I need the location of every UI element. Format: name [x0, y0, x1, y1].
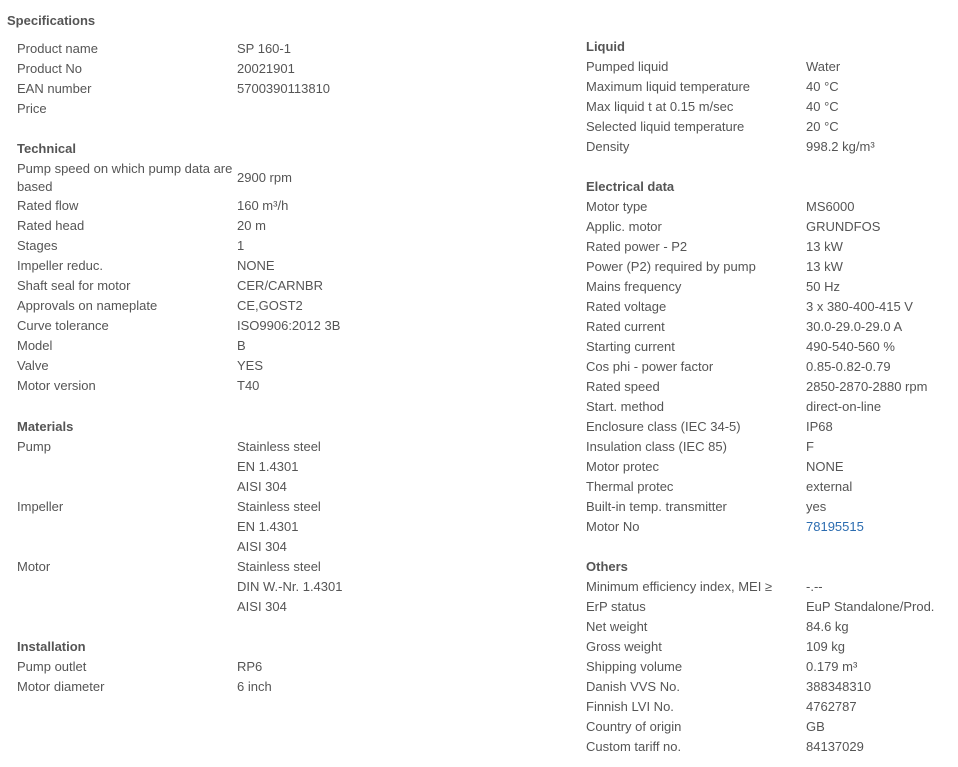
spec-values [806, 377, 956, 397]
section-electrical-data [586, 177, 956, 537]
spec-row-applic-motor [586, 217, 956, 237]
spec-values [806, 437, 956, 457]
spec-values [237, 316, 557, 336]
spec-label: EAN number [17, 81, 92, 96]
spec-value: NONE [806, 459, 844, 474]
spec-values [806, 457, 956, 477]
spec-value: yes [806, 499, 827, 514]
spec-value: B [237, 338, 246, 353]
spec-value: T40 [237, 378, 260, 393]
spec-values [237, 276, 557, 296]
spec-label: Curve tolerance [17, 318, 109, 333]
spec-row-rated-head [17, 216, 557, 236]
spec-values [237, 79, 557, 99]
spec-label: Motor No [586, 519, 640, 534]
spec-value: MS6000 [806, 199, 855, 214]
spec-value: AISI 304 [237, 479, 287, 494]
spec-values [806, 77, 956, 97]
spec-row-start-method [586, 397, 956, 417]
spec-label: Approvals on nameplate [17, 298, 158, 313]
spec-label: Mains frequency [586, 279, 682, 294]
spec-values [237, 376, 557, 396]
spec-row-curve-tolerance [17, 316, 557, 336]
spec-values [237, 336, 557, 356]
spec-label: Maximum liquid temperature [586, 79, 751, 94]
spec-value: 5700390113810 [237, 81, 331, 96]
spec-row-price [17, 99, 557, 119]
spec-value: EN 1.4301 [237, 459, 299, 474]
spec-row-impeller [17, 497, 557, 557]
spec-values [806, 737, 956, 757]
spec-values [806, 577, 956, 597]
spec-label: Enclosure class (IEC 34-5) [586, 419, 741, 434]
spec-value: 4762787 [806, 699, 857, 714]
section-others [586, 557, 956, 757]
spec-values [237, 437, 557, 497]
section-title: Others [586, 559, 628, 574]
spec-values [806, 497, 956, 517]
section-title: Technical [17, 141, 77, 156]
spec-value: Stainless steel [237, 439, 321, 454]
spec-values [806, 257, 956, 277]
spec-label: Starting current [586, 339, 675, 354]
spec-values [806, 137, 956, 157]
spec-row-motor-protec [586, 457, 956, 477]
section-materials [17, 417, 557, 617]
spec-label: Rated power - P2 [586, 239, 688, 254]
spec-label: Power (P2) required by pump [586, 259, 756, 274]
spec-value: SP 160-1 [237, 41, 291, 56]
spec-row-rated-voltage [586, 297, 956, 317]
spec-row-rated-speed [586, 377, 956, 397]
spec-label: Impeller reduc. [17, 258, 103, 273]
spec-values [806, 477, 956, 497]
spec-label: Rated current [586, 319, 665, 334]
spec-label: Rated voltage [586, 299, 667, 314]
spec-row-gross-weight [586, 637, 956, 657]
spec-label: Pump [17, 439, 51, 454]
spec-value: NONE [237, 258, 275, 273]
spec-value: EuP Standalone/Prod. [806, 599, 935, 614]
spec-values [237, 557, 557, 617]
spec-row-motor-no [586, 517, 956, 537]
spec-values [806, 57, 956, 77]
spec-value: AISI 304 [237, 539, 287, 554]
spec-label: Rated flow [17, 198, 79, 213]
spec-value: CER/CARNBR [237, 278, 323, 293]
spec-values [806, 117, 956, 137]
spec-values [237, 216, 557, 236]
spec-row-product-no [17, 59, 557, 79]
spec-label: Net weight [586, 619, 648, 634]
spec-values [237, 497, 557, 557]
spec-row-finnish-lvi-no [586, 697, 956, 717]
spec-value: 109 kg [806, 639, 846, 654]
spec-label: Model [17, 338, 53, 353]
spec-value: 13 kW [806, 239, 843, 254]
spec-label: Thermal protec [586, 479, 674, 494]
spec-value: Water [806, 59, 841, 74]
spec-value: GB [806, 719, 825, 734]
spec-value: ISO9906:2012 3B [237, 318, 341, 333]
spec-row-erp-status [586, 597, 956, 617]
spec-values [806, 637, 956, 657]
spec-value: 20 °C [806, 119, 839, 134]
spec-value: EN 1.4301 [237, 519, 299, 534]
spec-values [806, 417, 956, 437]
spec-value: YES [237, 358, 264, 373]
spec-value: F [806, 439, 814, 454]
spec-row-approvals-on-nameplate [17, 296, 557, 316]
spec-values [806, 677, 956, 697]
spec-row-pump [17, 437, 557, 497]
spec-values [237, 677, 557, 697]
spec-row-rated-current [586, 317, 956, 337]
spec-value: 40 °C [806, 99, 839, 114]
spec-value: 388348310 [806, 679, 872, 694]
spec-row-danish-vvs-no [586, 677, 956, 697]
spec-label: Built-in temp. transmitter [586, 499, 727, 514]
page-title: Specifications [7, 13, 96, 28]
spec-values [806, 277, 956, 297]
spec-value: 30.0-29.0-29.0 A [806, 319, 903, 334]
spec-values [237, 196, 557, 216]
spec-row-product-name [17, 39, 557, 59]
spec-label: Start. method [586, 399, 665, 414]
spec-values [806, 517, 956, 537]
spec-values [237, 356, 557, 376]
spec-values [806, 97, 956, 117]
spec-label: Motor version [17, 378, 96, 393]
spec-row-valve [17, 356, 557, 376]
spec-value: direct-on-line [806, 399, 882, 414]
spec-row-maximum-liquid-temperature [586, 77, 956, 97]
spec-value: 2900 rpm [237, 170, 292, 185]
spec-values [237, 657, 557, 677]
spec-label: Motor diameter [17, 679, 105, 694]
spec-label: Price [17, 101, 47, 116]
spec-label: Danish VVS No. [586, 679, 680, 694]
spec-value: 40 °C [806, 79, 839, 94]
spec-row-density [586, 137, 956, 157]
section-technical [17, 139, 557, 396]
section-title: Installation [17, 639, 86, 654]
spec-value: IP68 [806, 419, 833, 434]
spec-value: 20 m [237, 218, 266, 233]
section-liquid [586, 37, 956, 157]
spec-values [237, 256, 557, 276]
spec-label: Cos phi - power factor [586, 359, 714, 374]
spec-label: Motor [17, 559, 51, 574]
spec-label: Impeller [17, 499, 64, 514]
spec-label: Valve [17, 358, 49, 373]
spec-row-motor-type [586, 197, 956, 217]
spec-value: 490-540-560 % [806, 339, 895, 354]
spec-row-mains-frequency [586, 277, 956, 297]
spec-label: ErP status [586, 599, 646, 614]
section-installation [17, 637, 557, 697]
spec-value: 84.6 kg [806, 619, 849, 634]
spec-values [806, 657, 956, 677]
spec-row-net-weight [586, 617, 956, 637]
spec-values [806, 397, 956, 417]
spec-values [806, 197, 956, 217]
spec-values [806, 317, 956, 337]
spec-row-max-liquid-t-at-0-15-m-sec [586, 97, 956, 117]
spec-row-motor-diameter [17, 677, 557, 697]
spec-value: 0.179 m³ [806, 659, 858, 674]
spec-label: Pump speed on which pump data are based [17, 161, 233, 194]
spec-values [806, 297, 956, 317]
section-title: Liquid [586, 39, 625, 54]
spec-label: Gross weight [586, 639, 662, 654]
spec-value: DIN W.-Nr. 1.4301 [237, 579, 343, 594]
spec-row-model [17, 336, 557, 356]
spec-values [237, 59, 557, 79]
spec-row-custom-tariff-no [586, 737, 956, 757]
spec-value: RP6 [237, 659, 263, 674]
spec-label: Insulation class (IEC 85) [586, 439, 727, 454]
section-title: Materials [17, 419, 74, 434]
spec-value: 998.2 kg/m³ [806, 139, 875, 154]
section-general [17, 39, 557, 119]
spec-label: Country of origin [586, 719, 682, 734]
spec-label: Stages [17, 238, 58, 253]
spec-values [806, 237, 956, 257]
spec-row-rated-flow [17, 196, 557, 216]
spec-values [237, 296, 557, 316]
spec-value: 6 inch [237, 679, 272, 694]
spec-label: Rated head [17, 218, 85, 233]
spec-value: Stainless steel [237, 559, 321, 574]
spec-value: GRUNDFOS [806, 219, 881, 234]
spec-label: Product name [17, 41, 98, 56]
spec-value: 0.85-0.82-0.79 [806, 359, 891, 374]
spec-label: Selected liquid temperature [586, 119, 745, 134]
spec-value-link[interactable]: 78195515 [806, 519, 864, 534]
spec-row-shipping-volume [586, 657, 956, 677]
spec-label: Max liquid t at 0.15 m/sec [586, 99, 734, 114]
spec-value: 160 m³/h [237, 198, 289, 213]
spec-label: Motor type [586, 199, 648, 214]
spec-row-pump-speed-on-which-pump-data-are-based [17, 159, 557, 196]
spec-values [806, 597, 956, 617]
section-title: Electrical data [586, 179, 675, 194]
spec-label: Density [586, 139, 630, 154]
spec-value: 2850-2870-2880 rpm [806, 379, 928, 394]
spec-row-power-p2-required-by-pump [586, 257, 956, 277]
spec-label: Applic. motor [586, 219, 662, 234]
spec-row-thermal-protec [586, 477, 956, 497]
spec-values [237, 159, 557, 188]
spec-row-insulation-class-iec-85 [586, 437, 956, 457]
spec-values [806, 617, 956, 637]
spec-label: Pumped liquid [586, 59, 669, 74]
spec-row-built-in-temp-transmitter [586, 497, 956, 517]
spec-row-motor-version [17, 376, 557, 396]
spec-values [806, 357, 956, 377]
spec-row-minimum-efficiency-index-mei [586, 577, 956, 597]
spec-row-rated-power-p2 [586, 237, 956, 257]
spec-value: 84137029 [806, 739, 864, 754]
spec-value: 3 x 380-400-415 V [806, 299, 913, 314]
spec-row-pumped-liquid [586, 57, 956, 77]
spec-value: Stainless steel [237, 499, 321, 514]
spec-row-shaft-seal-for-motor [17, 276, 557, 296]
spec-value: 50 Hz [806, 279, 840, 294]
spec-row-enclosure-class-iec-34-5 [586, 417, 956, 437]
spec-value: 1 [237, 238, 245, 253]
spec-values [806, 697, 956, 717]
spec-row-ean-number [17, 79, 557, 99]
spec-values [806, 337, 956, 357]
spec-values [806, 717, 956, 737]
spec-label: Motor protec [586, 459, 659, 474]
spec-value: -.-- [806, 579, 823, 594]
spec-label: Finnish LVI No. [586, 699, 674, 714]
spec-values [237, 99, 557, 119]
spec-row-selected-liquid-temperature [586, 117, 956, 137]
spec-value: CE,GOST2 [237, 298, 303, 313]
spec-row-starting-current [586, 337, 956, 357]
spec-value: 13 kW [806, 259, 843, 274]
spec-row-impeller-reduc [17, 256, 557, 276]
spec-row-stages [17, 236, 557, 256]
spec-label: Shipping volume [586, 659, 683, 674]
spec-row-pump-outlet [17, 657, 557, 677]
spec-label: Shaft seal for motor [17, 278, 131, 293]
spec-row-motor [17, 557, 557, 617]
spec-value: external [806, 479, 853, 494]
spec-label: Pump outlet [17, 659, 87, 674]
spec-values [237, 39, 557, 59]
spec-row-cos-phi-power-factor [586, 357, 956, 377]
spec-label: Minimum efficiency index, MEI ≥ [586, 579, 773, 594]
spec-values [806, 217, 956, 237]
spec-row-country-of-origin [586, 717, 956, 737]
spec-values [237, 236, 557, 256]
spec-value: 20021901 [237, 61, 295, 76]
spec-value [237, 99, 557, 119]
spec-label: Custom tariff no. [586, 739, 682, 754]
spec-label: Product No [17, 61, 83, 76]
spec-label: Rated speed [586, 379, 660, 394]
spec-value: AISI 304 [237, 599, 287, 614]
